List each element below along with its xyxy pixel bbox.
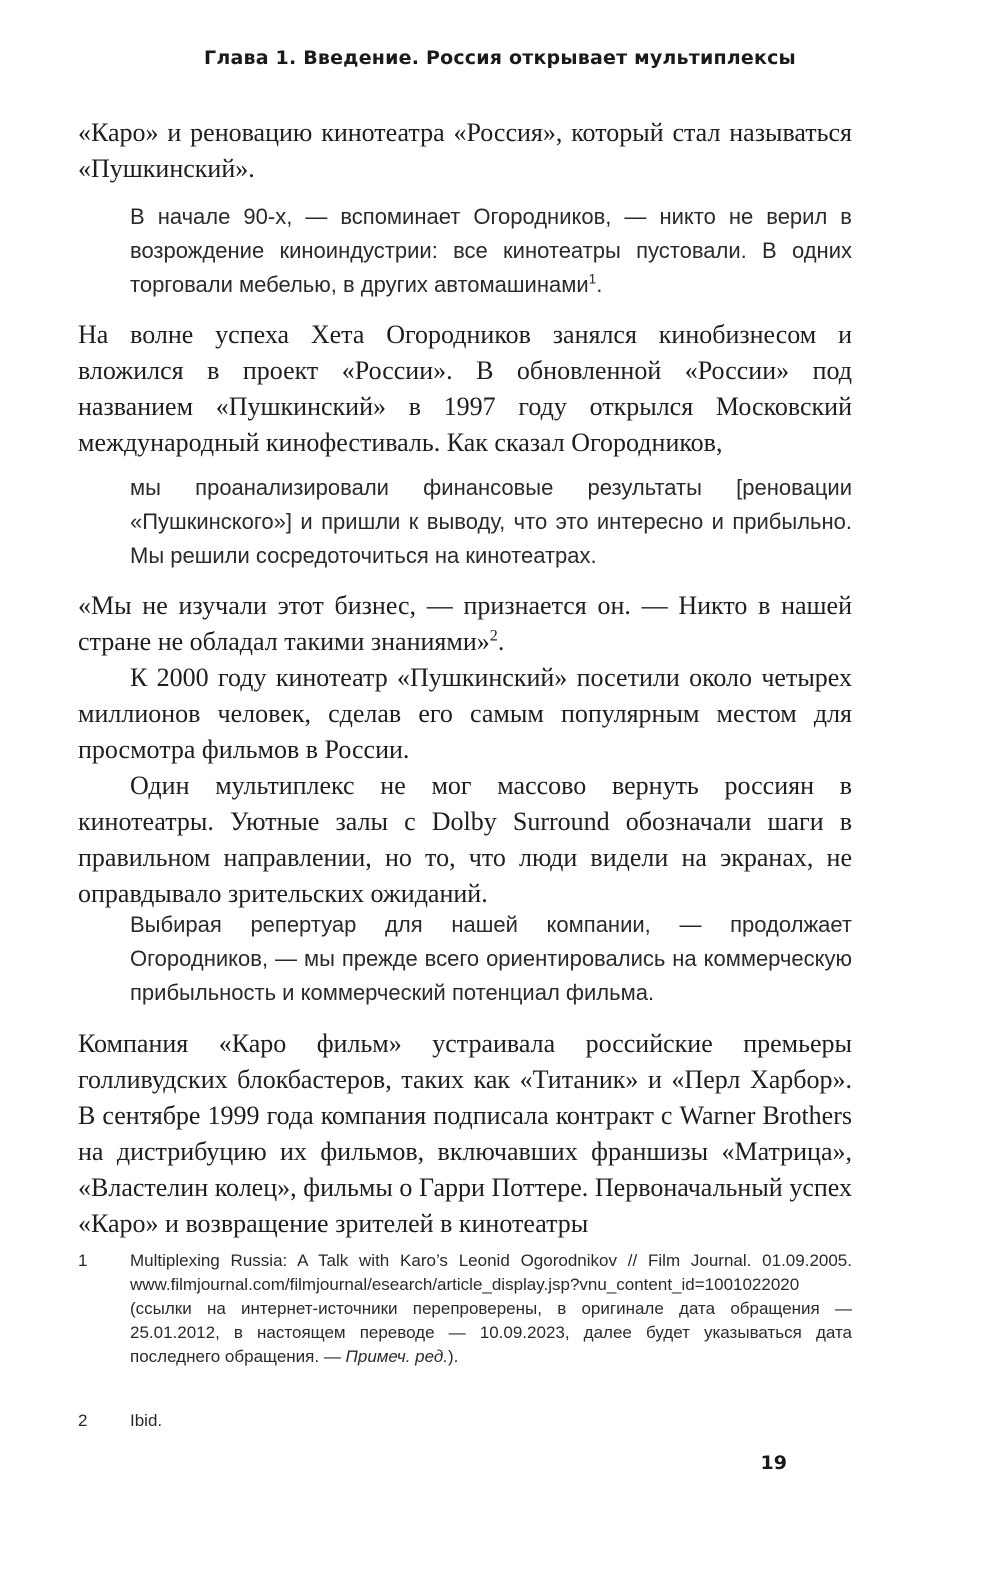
footnote-2 [78,1409,852,1433]
paragraph-3-end: . [497,627,505,656]
paragraph-2 [78,317,852,461]
footnote-end: ). [448,1347,459,1366]
block-quote-2 [130,471,852,573]
footnote-text: Ibid. [130,1411,163,1430]
paragraph-6 [78,1026,852,1242]
paragraph-3-group [78,588,852,912]
paragraph-text: На волне успеха Хета Огородников занялся кинобизнесом и вложился в проект «России». В обновленной «России» под названием «Пушкинский» в 1997 году открылся Московский международный кинофестиваль. Как сказал Огородников, [78,320,852,457]
paragraph-text: Компания «Каро фильм» устраивала российские премьеры голливудских блокбастеров, таких как «Титаник» и «Перл Харбор». В сентябре 1999 года компания подписала контракт с Warner Brothers на дистрибуцию их фильмов, включавших франшизы «Матрица», «Властелин колец», фильмы о Гарри Поттере. Первоначальный успех «Каро» и возвращение зрителей в кинотеатры [78,1029,852,1238]
block-quote-3 [130,908,852,1010]
paragraph-text: «Каро» и реновацию кинотеатра «Россия», который стал называться «Пушкинский». [78,118,852,183]
footnote-ref-2[interactable]: 2 [489,627,498,645]
footnote-number: 2 [78,1411,88,1430]
footnote-ref-1[interactable]: 1 [588,271,597,287]
paragraph-4: К 2000 году кинотеатр «Пушкинский» посетили около четырех миллионов человек, сделав его самым популярным местом для просмотра фильмов в России. [78,663,852,764]
paragraph-5: Один мультиплекс не мог массово вернуть россиян в кинотеатры. Уютные залы с Dolby Surround обозначали шаги в правильном направлении, но то, что люди видели на экранах, не оправдывало зрительских ожиданий. [78,771,852,908]
footnote-text [130,1249,852,1369]
paragraph-continuation [78,115,852,187]
paragraph-3 [78,588,852,660]
block-quote-1 [130,200,852,302]
page-number: 19 [760,1452,787,1474]
footnote-1 [78,1249,852,1369]
footnote-number: 1 [78,1251,88,1270]
quote-text [130,200,852,302]
quote-text: Выбирая репертуар для нашей компании, — продолжает Огородников, — мы прежде всего ориентировались на коммерческую прибыльность и коммерческий потенциал фильма. [130,912,852,1005]
paragraph-3-body: «Мы не изучали этот бизнес, — признается он. — Никто в нашей стране не обладал такими знаниями» [78,591,852,656]
quote-body: В начале 90-х, — вспоминает Огородников, — никто не верил в возрождение киноиндустрии: все кинотеатры пустовали. В одних торговали мебелью, в других автомашинами [130,204,852,297]
running-header: Глава 1. Введение. Россия открывает мультиплексы [204,47,796,69]
quote-text: мы проанализировали финансовые результаты [реновации «Пушкинского»] и пришли к выводу, что это интересно и прибыльно. Мы решили сосредоточиться на кинотеатрах. [130,475,852,568]
editor-note: Примеч. ред. [345,1347,449,1366]
footnote-body: Multiplexing Russia: A Talk with Karo’s Leonid Ogorodnikov // Film Journal. 01.09.2005. www.filmjournal.com/filmjournal/esearch/article_display.jsp?vnu_content_id=1001022020 (ссылки на интернет-источники перепроверены, в оригинале дата обращения — 25.01.2012, в настоящем переводе — 10.09.2023, далее будет указываться дата последнего обращения. — [130,1251,852,1366]
quote-end: . [596,272,603,297]
